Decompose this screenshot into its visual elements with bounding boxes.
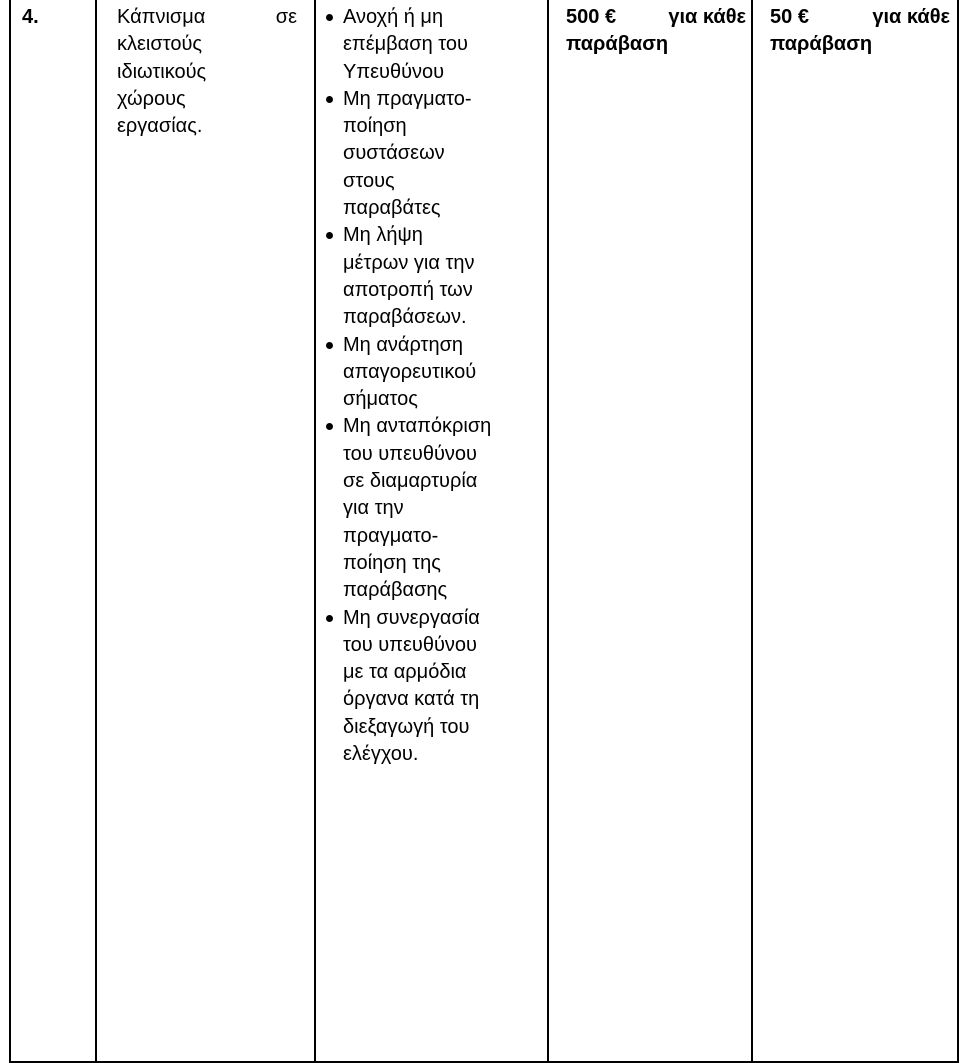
- fine-unit: παράβαση: [770, 33, 873, 56]
- violation-line: παραβάσεων.: [343, 306, 467, 329]
- violation-line: όργανα κατά τη: [343, 688, 480, 711]
- column-divider-3: [547, 0, 549, 1063]
- subject-line: χώρους: [117, 87, 186, 110]
- violation-line: ποίηση της: [343, 551, 441, 574]
- violation-line: σήματος: [343, 388, 418, 411]
- violation-item: [320, 222, 535, 331]
- bullet-icon: [326, 232, 333, 239]
- violation-line: του υπευθύνου: [343, 442, 477, 465]
- violation-line: συστάσεων: [343, 142, 445, 165]
- fine-per: για κάθε: [872, 6, 950, 28]
- subject-line: εργασίας.: [117, 115, 203, 138]
- violation-item: [320, 332, 535, 414]
- violation-line: Μη πραγματο-: [343, 87, 472, 110]
- offense-subject: [117, 4, 297, 140]
- violation-line: επέμβαση του: [343, 33, 468, 56]
- violation-item: [320, 413, 535, 604]
- violation-line: Μη λήψη: [343, 224, 423, 247]
- violation-line: ελέγχου.: [343, 743, 419, 766]
- violation-item: [320, 605, 535, 769]
- violation-item: [320, 86, 535, 222]
- column-divider-4: [751, 0, 753, 1063]
- fine-unit: παράβαση: [566, 33, 669, 56]
- fine-first-line: [770, 4, 950, 31]
- violation-line: για την: [343, 497, 404, 520]
- subject-line: ιδιωτικούς: [117, 60, 207, 83]
- fine-per: για κάθε: [668, 6, 746, 28]
- bullet-icon: [326, 96, 333, 103]
- violation-line: παράβασης: [343, 579, 448, 602]
- fine-amount: 500: [566, 6, 600, 28]
- violation-line: Ανοχή ή μη: [343, 6, 444, 28]
- violation-line: του υπευθύνου: [343, 633, 477, 656]
- fine-offender: [770, 4, 950, 59]
- violation-line: απαγορευτικού: [343, 360, 477, 383]
- euro-sign: €: [604, 6, 617, 28]
- fine-first-line: [566, 4, 746, 31]
- violation-line: με τα αρμόδια: [343, 661, 467, 684]
- bullet-icon: [326, 14, 333, 21]
- fine-responsible: [566, 4, 746, 59]
- row-number: 4.: [22, 6, 39, 28]
- violation-line: μέτρων για την: [343, 251, 475, 274]
- violation-item: [320, 4, 535, 86]
- violation-line: Μη ανάρτηση: [343, 333, 464, 356]
- subject-line: κλειστούς: [117, 33, 203, 56]
- violation-line: σε διαμαρτυρία: [343, 470, 478, 493]
- violations-list: [320, 4, 535, 768]
- violation-line: στους: [343, 169, 395, 192]
- violation-line: Υπευθύνου: [343, 60, 445, 83]
- column-divider-2: [314, 0, 316, 1063]
- bullet-icon: [326, 342, 333, 349]
- violation-line: ποίηση: [343, 115, 407, 138]
- bullet-icon: [326, 615, 333, 622]
- violation-line: παραβάτες: [343, 197, 441, 220]
- subject-first-suffix: σε: [275, 6, 297, 28]
- violation-line: αποτροπή των: [343, 278, 473, 301]
- column-divider-1: [95, 0, 97, 1063]
- violation-line: πραγματο-: [343, 524, 439, 547]
- violation-line: Μη ανταπόκριση: [343, 415, 492, 438]
- fine-amount: 50: [770, 6, 793, 28]
- violation-line: Μη συνεργασία: [343, 606, 480, 629]
- table-border-left: [9, 0, 11, 1063]
- violation-line: διεξαγωγή του: [343, 715, 470, 738]
- euro-sign: €: [797, 6, 809, 28]
- bullet-icon: [326, 423, 333, 430]
- subject-first-line: [117, 4, 297, 31]
- subject-first-word: Κάπνισμα: [117, 6, 206, 28]
- table-border-right: [957, 0, 959, 1063]
